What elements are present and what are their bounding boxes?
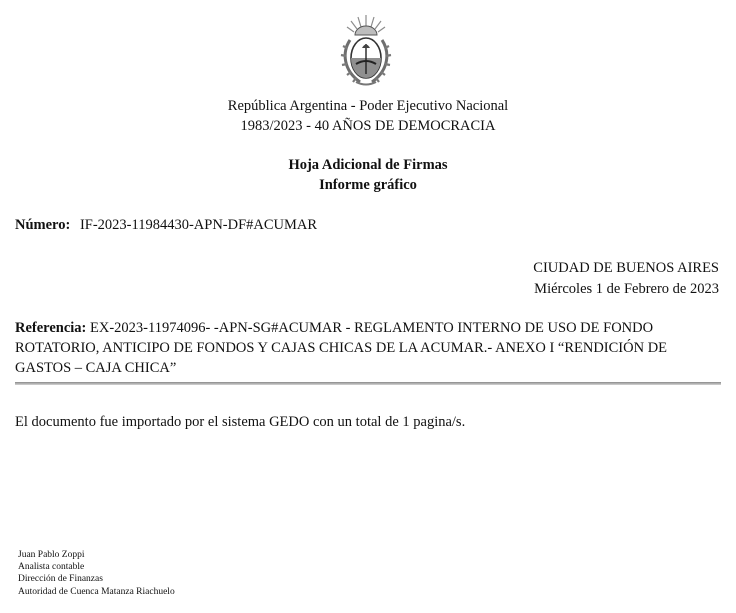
divider [15, 382, 721, 385]
document-number-label: Número: [15, 217, 71, 233]
header-line-democracy: 1983/2023 - 40 AÑOS DE DEMOCRACIA [240, 118, 496, 134]
reference-label: Referencia: [15, 320, 87, 336]
reference [15, 318, 720, 378]
coat-of-arms-icon [336, 12, 396, 92]
document-number-value: IF-2023-11984430-APN-DF#ACUMAR [79, 217, 318, 233]
header-line-republic: República Argentina - Poder Ejecutivo Nacional [227, 98, 509, 114]
reference-value: EX-2023-11974096- -APN-SG#ACUMAR - REGLAMENTO INTERNO DE USO DE FONDO ROTATORIO, ANTICIPO DE FONDOS Y CAJAS CHICAS DE LA ACUMAR.- ANEXO I “RENDICIÓN DE GASTOS – CAJA CHICA” [15, 320, 668, 376]
document-number [15, 215, 317, 235]
signature-organization: Autoridad de Cuenca Matanza Riachuelo [18, 586, 175, 597]
title-line-hoja: Hoja Adicional de Firmas [288, 157, 448, 173]
body-text: El documento fue importado por el sistema GEDO con un total de 1 pagina/s. [15, 414, 466, 430]
signature-department: Dirección de Finanzas [18, 574, 103, 585]
document-header [0, 96, 736, 136]
place-and-date [533, 258, 719, 300]
signature-role: Analista contable [18, 562, 85, 573]
title-line-informe: Informe gráfico [319, 177, 417, 193]
signature-name: Juan Pablo Zoppi [18, 550, 85, 560]
document-title [0, 155, 736, 195]
date: Miércoles 1 de Febrero de 2023 [534, 281, 719, 297]
signature-block [18, 549, 175, 598]
city: CIUDAD DE BUENOS AIRES [533, 260, 719, 276]
